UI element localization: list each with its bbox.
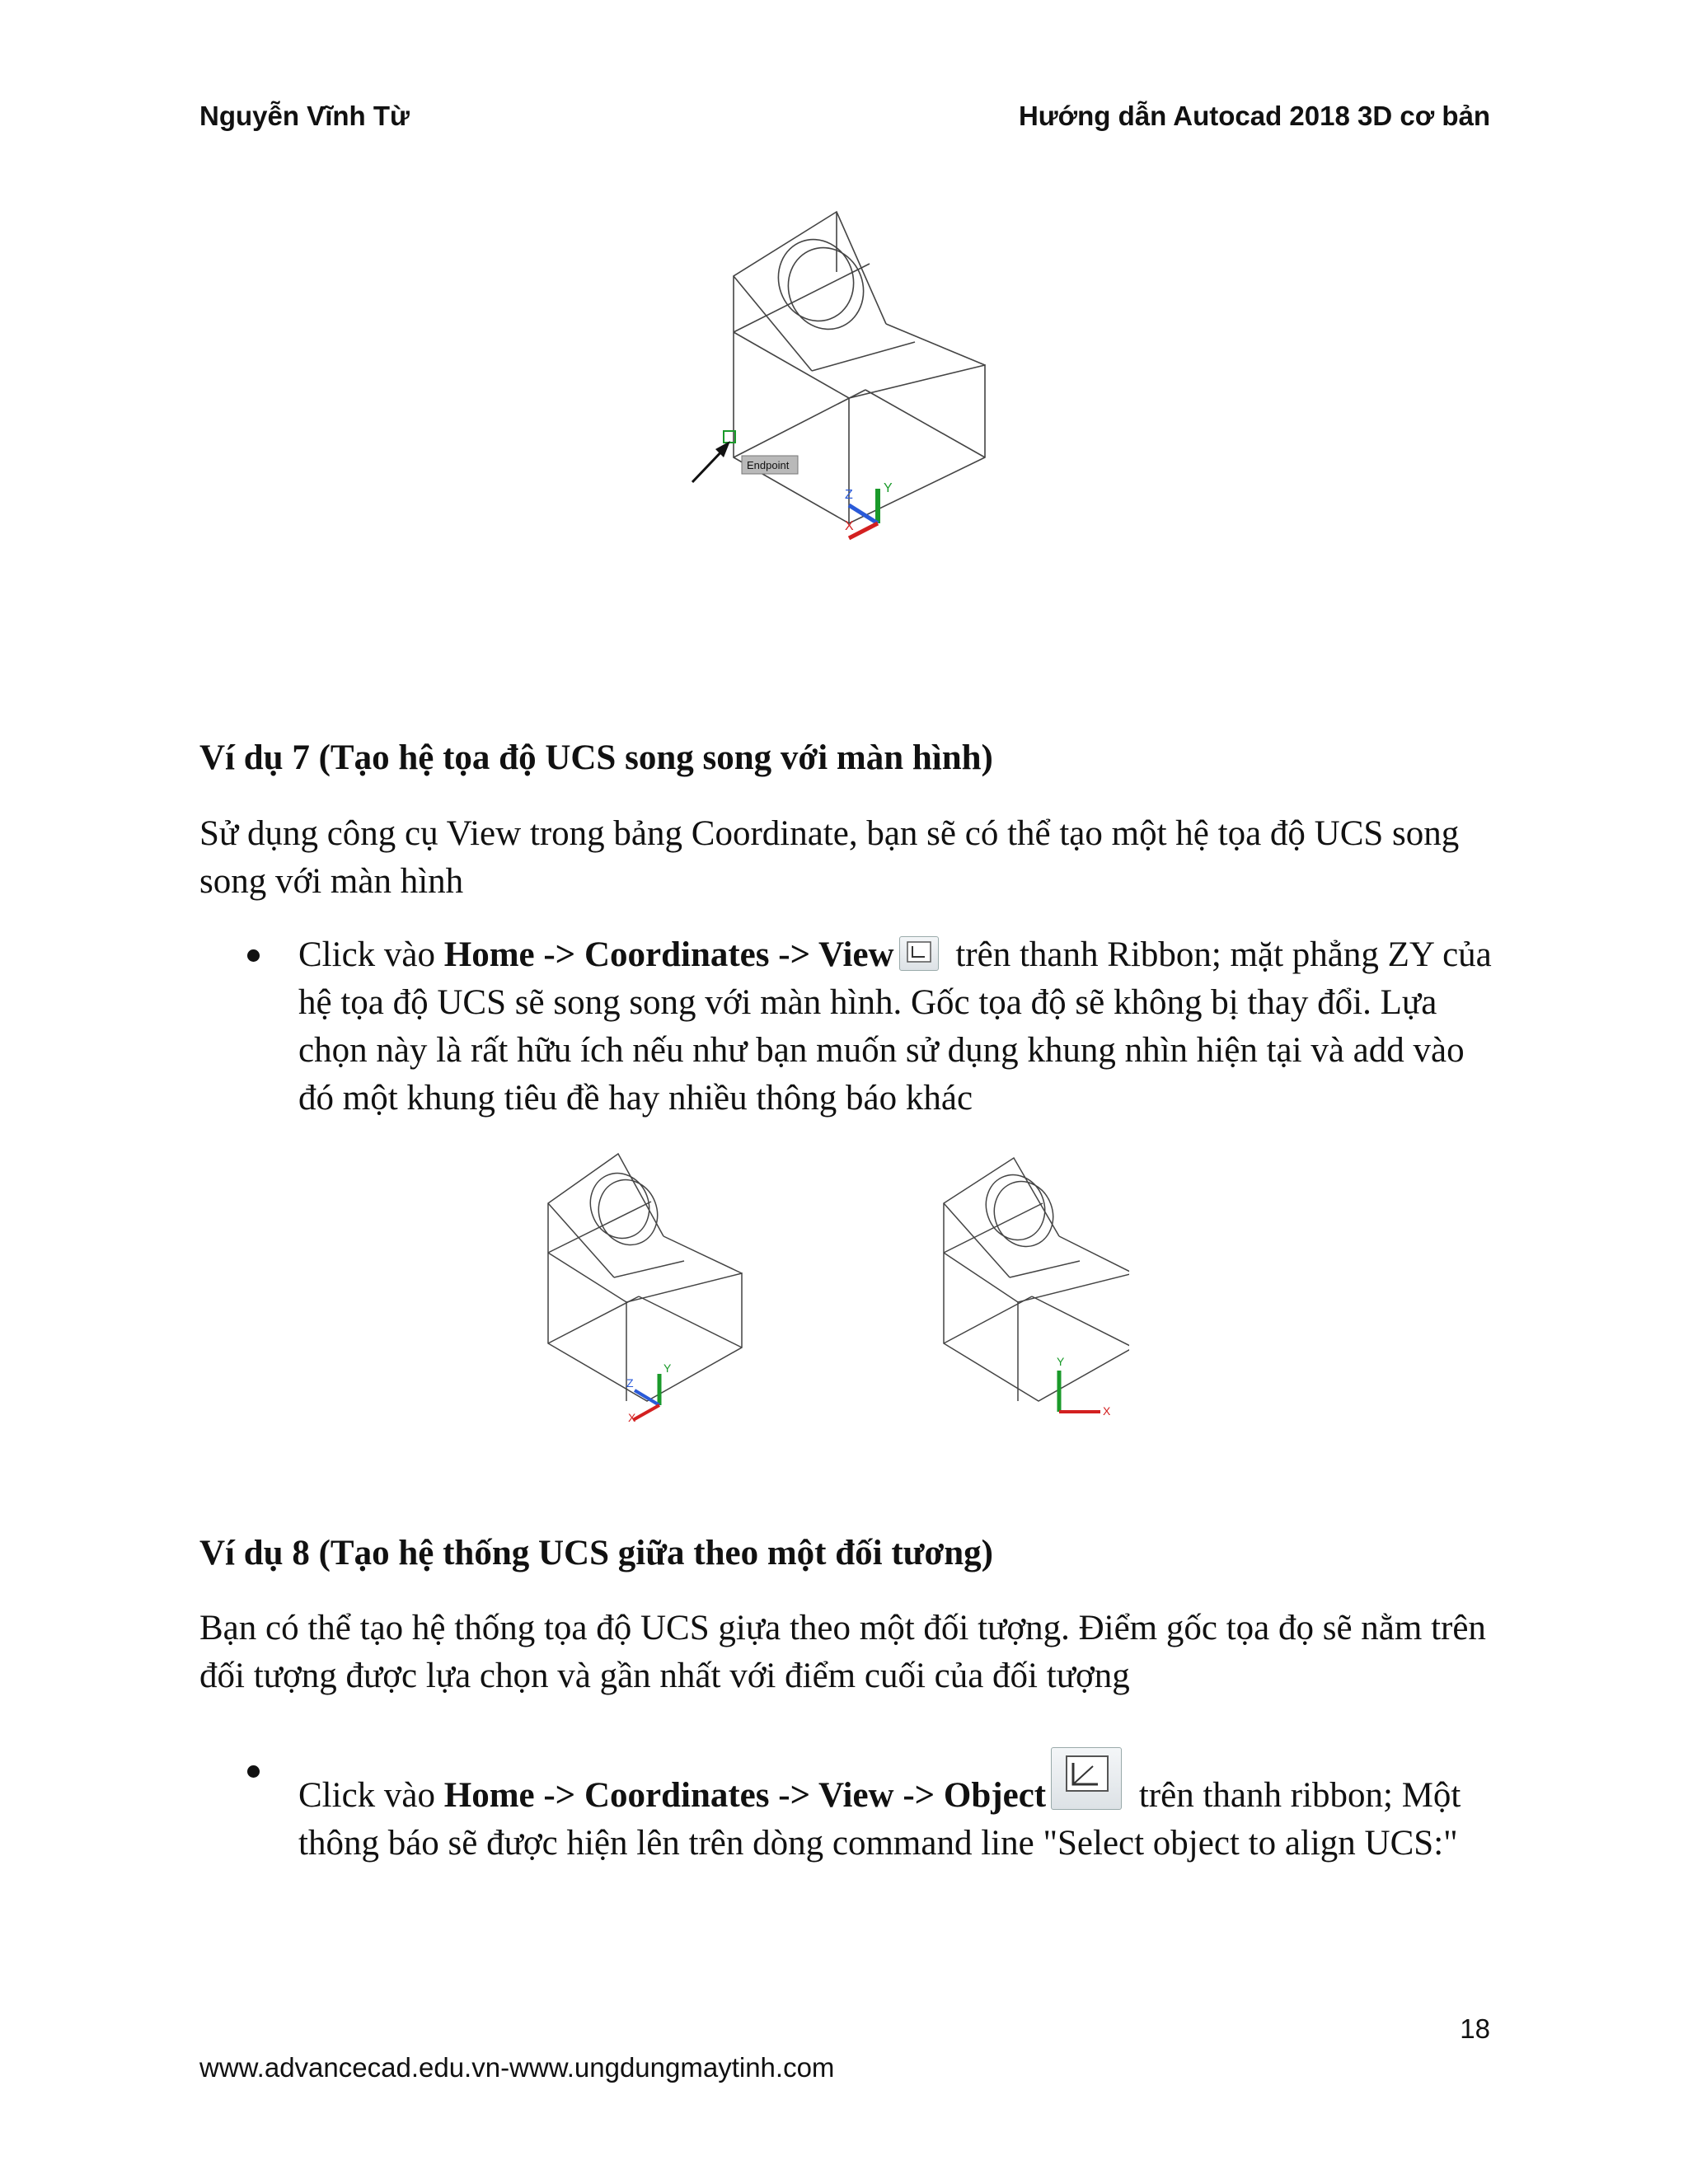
wireframe-pair: [536, 1150, 1129, 1438]
left-axis-label-z: Z: [626, 1376, 634, 1390]
path-arrow: ->: [534, 935, 584, 974]
example8-bullet: [247, 1747, 1500, 1868]
example8-intro: Bạn có thể tạo hệ thống tọa độ UCS giựa theo một đối tượng. Điểm gốc tọa đọ sẽ nằm trên đối tượng được lựa chọn và gần nhất với điểm cuối của đối tượng: [199, 1609, 1486, 1695]
footer-url: www.advancecad.edu.vn-www.ungdungmaytinh.com: [199, 2052, 835, 2083]
example8-heading: Ví dụ 8 (Tạo hệ thống UCS giữa theo một đối tương): [199, 1534, 993, 1572]
path-arrow: ->: [893, 1776, 944, 1815]
figure-view-comparison: [536, 1150, 1129, 1438]
path-arrow: ->: [534, 1776, 584, 1815]
figure-endpoint-snap: [676, 202, 1022, 565]
ribbon-path-coordinates: Coordinates: [584, 1776, 770, 1815]
left-axis-label-y: Y: [663, 1361, 672, 1375]
example7-intro: Sử dụng công cụ View trong bảng Coordinate, bạn sẽ có thể tạo một hệ tọa độ UCS song song với màn hình: [199, 814, 1460, 901]
bullet-suffix: trên thanh Ribbon; mặt phẳng ZY của hệ tọa độ UCS sẽ song song với màn hình. Gốc tọa độ sẽ không bị thay đổi. Lựa chọn này là rất hữu ích nếu như bạn muốn sử dụng khung nhìn hiện tại và add vào đó một khung tiêu đề hay nhiều thông báo khác: [298, 935, 1492, 1118]
wireframe-drawing: [676, 202, 1022, 565]
bullet-dot: [247, 1765, 260, 1778]
bullet-dot: [247, 949, 260, 962]
ribbon-path-view: View: [818, 1776, 894, 1815]
ribbon-path-home: Home: [443, 1776, 535, 1815]
left-axis-label-x: X: [628, 1411, 636, 1424]
axis-label-z: Z: [845, 488, 853, 502]
axis-label-y: Y: [884, 481, 893, 495]
header-author: Nguyễn Vĩnh Từ: [199, 101, 410, 131]
header-title: Hướng dẫn Autocad 2018 3D cơ bản: [1018, 101, 1490, 131]
path-arrow: ->: [769, 935, 819, 974]
example7-bullet: [247, 931, 1500, 1122]
ribbon-path-home: Home: [443, 935, 535, 974]
page-number: 18: [1460, 2013, 1490, 2044]
example7-heading: Ví dụ 7 (Tạo hệ tọa độ UCS song song với màn hình): [199, 738, 993, 777]
bullet-prefix: Click vào: [298, 935, 444, 974]
ribbon-path-object: Object: [943, 1776, 1047, 1815]
bullet-suffix: trên thanh ribbon; Một thông báo sẽ được hiện lên trên dòng command line "Select object to align UCS:": [298, 1776, 1461, 1863]
path-arrow: ->: [769, 1776, 819, 1815]
ribbon-path-view: View: [818, 935, 894, 974]
endpoint-tooltip: Endpoint: [747, 459, 790, 471]
bullet-prefix: Click vào: [298, 1776, 444, 1815]
right-axis-label-y: Y: [1057, 1355, 1065, 1368]
ucs-view-icon: [899, 936, 939, 971]
axis-label-x: X: [845, 519, 854, 533]
ribbon-path-coordinates: Coordinates: [584, 935, 770, 974]
right-axis-label-x: X: [1103, 1404, 1111, 1418]
ucs-object-icon: [1051, 1747, 1122, 1810]
